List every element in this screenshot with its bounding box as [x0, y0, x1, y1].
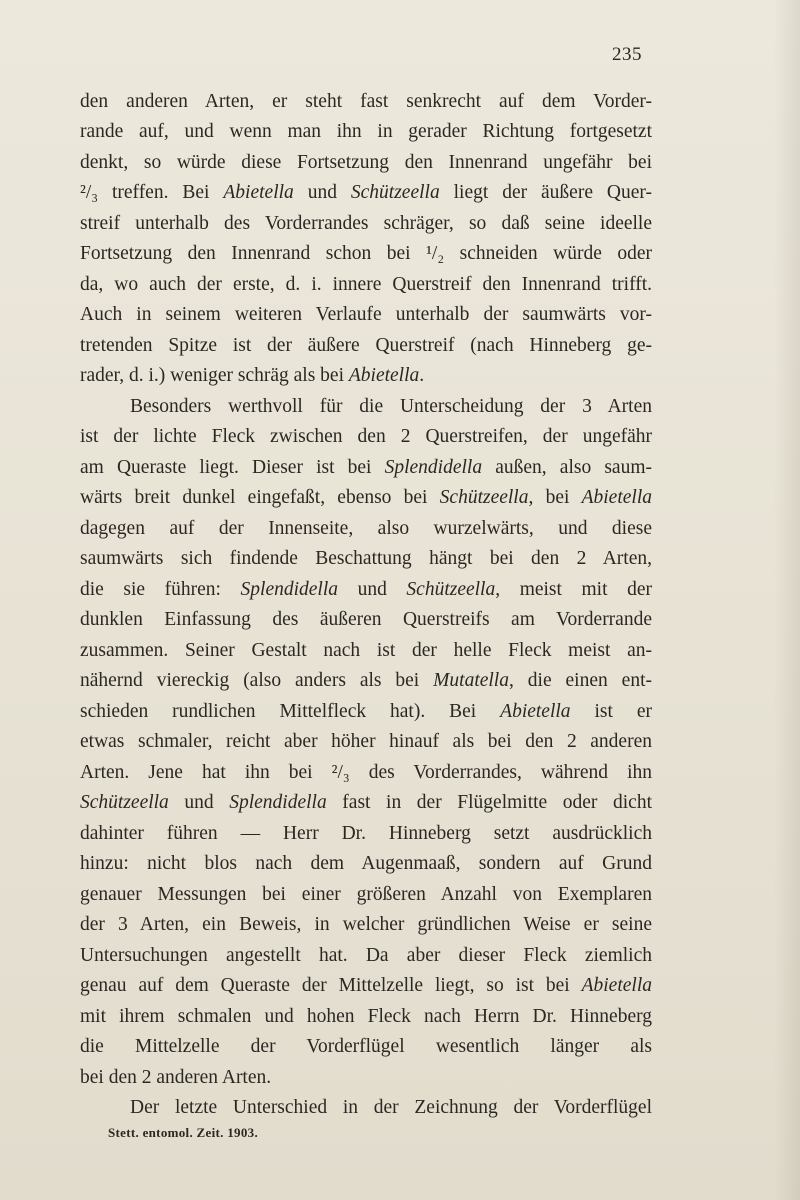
species-name: Abietella: [500, 701, 571, 722]
text-line: die Mittelzelle der Vorderflügel wesentlich länger als: [80, 1036, 652, 1057]
text-line: da, wo auch der erste, d. i. innere Querstreif den Innenrand trifft.: [80, 274, 652, 295]
species-name: Abietella: [581, 975, 652, 996]
text-line: bei den 2 anderen Arten.: [80, 1067, 272, 1088]
text-line: Untersuchungen angestellt hat. Da aber dieser Fleck ziemlich: [80, 945, 652, 966]
text-line: ²/₃ treffen. Bei Abietella und Schützeella liegt der äußere Quer-: [80, 182, 652, 203]
species-name: Splendidella: [229, 792, 327, 813]
text-line: tretenden Spitze ist der äußere Querstreif (nach Hinneberg ge-: [80, 335, 652, 356]
page-edge-shadow: [774, 0, 800, 1200]
text-line: Arten. Jene hat ihn bei ²/₃ des Vorderrandes, während ihn: [80, 762, 652, 783]
text-line: wärts breit dunkel eingefaßt, ebenso bei Schützeella, bei Abietella: [80, 487, 652, 508]
text-line: den anderen Arten, er steht fast senkrecht auf dem Vorder-: [80, 91, 652, 112]
species-name: Mutatella: [433, 670, 509, 691]
species-name: Abietella: [348, 365, 420, 386]
species-name: Schützeella: [350, 182, 440, 203]
signature-footer: Stett. entomol. Zeit. 1903.: [108, 1125, 258, 1140]
text-line: Der letzte Unterschied in der Zeichnung der Vorderflügel: [130, 1097, 652, 1118]
text-line: zusammen. Seiner Gestalt nach ist der helle Fleck meist an-: [80, 640, 652, 661]
text-line: dahinter führen — Herr Dr. Hinneberg setzt ausdrücklich: [80, 823, 652, 844]
species-name: Abietella: [223, 182, 294, 203]
text-line: die sie führen: Splendidella und Schützeella, meist mit der: [80, 579, 652, 600]
text-line: dunklen Einfassung des äußeren Querstreifs am Vorderrande: [80, 609, 652, 630]
species-name: Schützeella: [80, 792, 169, 813]
page-number: 235: [612, 44, 642, 65]
text-line: ist der lichte Fleck zwischen den 2 Querstreifen, der ungefähr: [80, 426, 652, 447]
species-name: Schützeella: [439, 487, 529, 508]
text-line: Auch in seinem weiteren Verlaufe unterhalb der saumwärts vor-: [80, 304, 652, 325]
text-line: nähernd viereckig (also anders als bei Mutatella, die einen ent-: [80, 670, 652, 691]
text-line: der 3 Arten, ein Beweis, in welcher gründlichen Weise er seine: [80, 914, 652, 935]
text-line: denkt, so würde diese Fortsetzung den Innenrand ungefähr bei: [80, 152, 652, 173]
text-line: am Queraste liegt. Dieser ist bei Splendidella außen, also saum-: [80, 457, 652, 478]
text-line: Fortsetzung den Innenrand schon bei ¹/₂ schneiden würde oder: [80, 243, 652, 264]
species-name: Splendidella: [384, 457, 483, 478]
text-line: dagegen auf der Innenseite, also wurzelwärts, und diese: [80, 518, 652, 539]
species-name: Abietella: [581, 487, 652, 508]
text-line: saumwärts sich findende Beschattung hängt bei den 2 Arten,: [80, 548, 652, 569]
text-line: mit ihrem schmalen und hohen Fleck nach Herrn Dr. Hinneberg: [80, 1006, 652, 1027]
species-name: Splendidella: [240, 579, 339, 600]
text-line: genauer Messungen bei einer größeren Anzahl von Exemplaren: [80, 884, 652, 905]
text-line: etwas schmaler, reicht aber höher hinauf als bei den 2 anderen: [80, 731, 652, 752]
text-line: streif unterhalb des Vorderrandes schräger, so daß seine ideelle: [80, 213, 652, 234]
text-line: Schützeella und Splendidella fast in der Flügelmitte oder dicht: [80, 792, 652, 813]
text-line: hinzu: nicht blos nach dem Augenmaaß, sondern auf Grund: [80, 853, 652, 874]
text-line: rande auf, und wenn man ihn in gerader Richtung fortgesetzt: [80, 121, 652, 142]
text-line: schieden rundlichen Mittelfleck hat). Bei Abietella ist er: [80, 701, 652, 722]
text-line: Besonders werthvoll für die Unterscheidung der 3 Arten: [130, 396, 652, 417]
text-line: rader, d. i.) weniger schräg als bei Abietella.: [80, 365, 425, 386]
species-name: Schützeella: [406, 579, 496, 600]
text-line: genau auf dem Queraste der Mittelzelle liegt, so ist bei Abietella: [80, 975, 652, 996]
